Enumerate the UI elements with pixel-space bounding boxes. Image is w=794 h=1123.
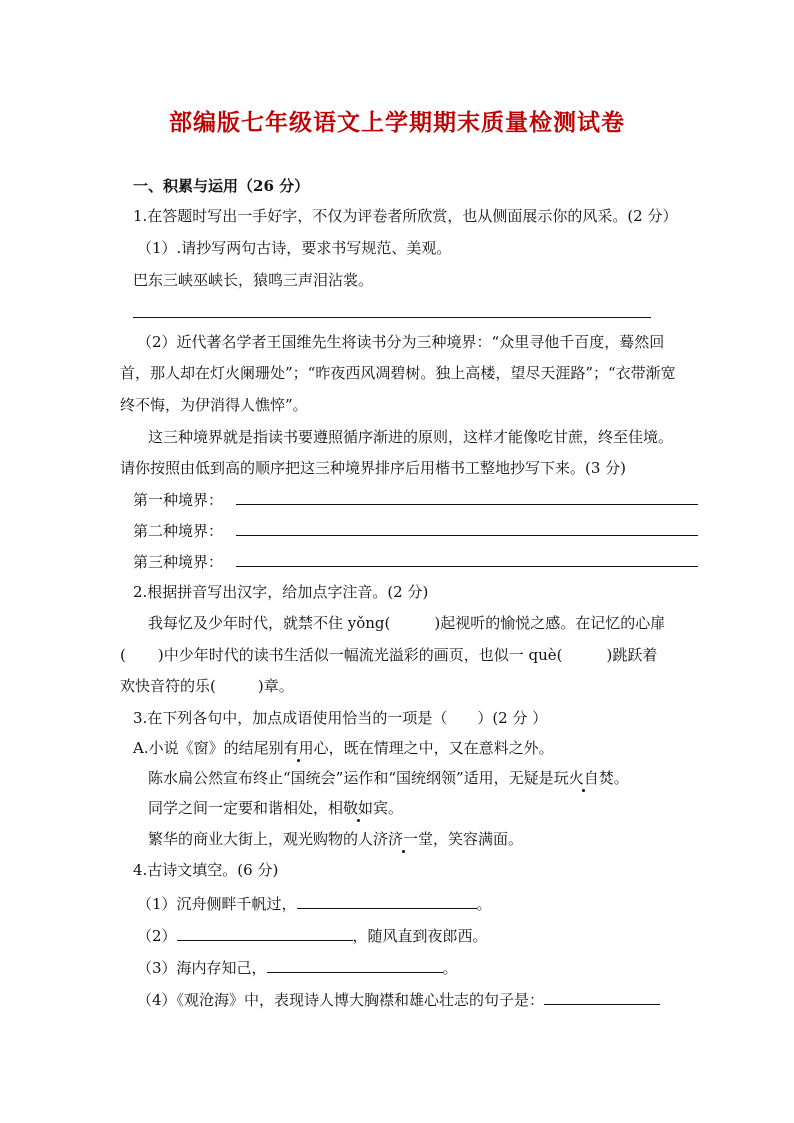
q1-para-line2: 请你按照由低到高的顺序把这三种境界排序后用楷书工整地抄写下来。(3 分): [120, 459, 627, 477]
realm3-answer-line[interactable]: [236, 566, 698, 567]
q4-item4-prompt: （4）《观沧海》中，表现诗人博大胸襟和雄心壮志的句子是：: [137, 991, 545, 1009]
q2-line2-a: (: [120, 646, 126, 664]
q4-item1-prompt: （1）沉舟侧畔千帆过，: [137, 895, 297, 913]
q4-item1: [137, 894, 492, 914]
q1-para-line1: 这三种境界就是指读书要遵照循序渐进的原则，这样才能像吃甘蔗，终至佳境。: [148, 428, 674, 446]
q3-c-idiom: 相敬如宾: [328, 799, 389, 817]
q1-part2-line1: （2）近代著名学者王国维先生将读书分为三种境界：“众里寻他千百度，蓦然回: [137, 333, 665, 351]
q4-item2-end: ，随风直到夜郎西。: [352, 927, 488, 945]
q4-item4-blank[interactable]: [544, 990, 660, 1005]
q4-intro: 4.古诗文填空。(6 分): [133, 861, 279, 879]
q2-line2-b: )中少年时代的读书生活似一幅流光溢彩的画页，也似一 què(: [157, 646, 563, 664]
q3-d-post: ，笑容满面。: [433, 830, 524, 848]
q3-a-pre: A.小说《窗》的结尾: [133, 739, 269, 757]
q3-a-post: ，既在情理之中，又在意料之外。: [328, 739, 554, 757]
realm2-label: 第二种境界：: [133, 522, 224, 540]
q4-item2-blank[interactable]: [177, 926, 353, 941]
q4-item3-prompt: （3）海内存知己，: [137, 959, 267, 977]
realm1-answer-line[interactable]: [236, 504, 698, 505]
q3-b-idiom: 玩火自焚: [553, 769, 614, 787]
q4-item3-end: 。: [442, 959, 458, 977]
realm1-label: 第一种境界：: [133, 491, 224, 509]
q3-option-c[interactable]: [148, 798, 403, 818]
q2-line3-b: )章。: [257, 677, 294, 695]
q3-a-idiom: 别有用心: [268, 739, 329, 757]
q3-c-pre: 同学之间一定要和谐相处，: [148, 799, 329, 817]
realm3-label: 第三种境界：: [133, 553, 224, 571]
q2-line1-a: 我每忆及少年时代，就禁不住 yǒng(: [148, 614, 391, 632]
q3-d-pre: 繁华的商业大街上，观光购物的人: [148, 830, 374, 848]
q3-d-idiom: 济济一堂: [373, 830, 434, 848]
q2-intro: 2.根据拼音写出汉字，给加点字注音。(2 分): [133, 583, 429, 601]
q3-option-d[interactable]: [148, 829, 523, 849]
q4-item4: [137, 990, 660, 1010]
q1-intro: 1.在答题时写出一手好字，不仅为评卷者所欣赏，也从侧面展示你的风采。(2 分）: [133, 207, 678, 225]
q2-line1-b: )起视听的愉悦之感。在记忆的心扉: [434, 614, 666, 632]
q2-line1: [148, 613, 665, 633]
q3-b-post: 。: [613, 769, 629, 787]
q2-line2-c: )跳跃着: [606, 646, 658, 664]
q4-item2: [137, 926, 488, 946]
realm2-answer-line[interactable]: [236, 535, 698, 536]
q2-line2: [120, 645, 657, 665]
q4-item1-blank[interactable]: [297, 894, 477, 909]
section-heading: 一、积累与运用（26 分）: [133, 177, 310, 195]
q3-option-b[interactable]: [148, 768, 629, 788]
page-title: 部编版七年级语文上学期期末质量检测试卷: [169, 109, 625, 136]
q3-option-a[interactable]: [133, 738, 554, 758]
q4-item3-blank[interactable]: [267, 958, 443, 973]
q3-b-pre: 陈水扁公然宣布终止“国统会”运作和“国统纲领”适用，无疑是: [148, 769, 554, 787]
q2-line3-a: 欢快音符的乐(: [120, 677, 216, 695]
q1-part2-line3: 终不悔，为伊消得人憔悴”。: [120, 396, 308, 414]
q3-c-post: 。: [388, 799, 404, 817]
q1-answer-line[interactable]: [133, 317, 651, 318]
q1-part2-line2: 首，那人却在灯火阑珊处”；“昨夜西风凋碧树。独上高楼，望尽天涯路”；“衣带渐宽: [120, 364, 676, 382]
q2-line3: [120, 676, 294, 696]
q4-item3: [137, 958, 458, 978]
q1-poem: 巴东三峡巫峡长，猿鸣三声泪沾裳。: [133, 271, 374, 289]
q4-item2-prompt: （2）: [137, 927, 177, 945]
q1-part1: （1）.请抄写两句古诗，要求书写规范、美观。: [137, 239, 452, 257]
q3-intro: 3.在下列各句中，加点成语使用恰当的一项是（ ）(2 分 ）: [133, 709, 548, 727]
q4-item1-end: 。: [476, 895, 492, 913]
